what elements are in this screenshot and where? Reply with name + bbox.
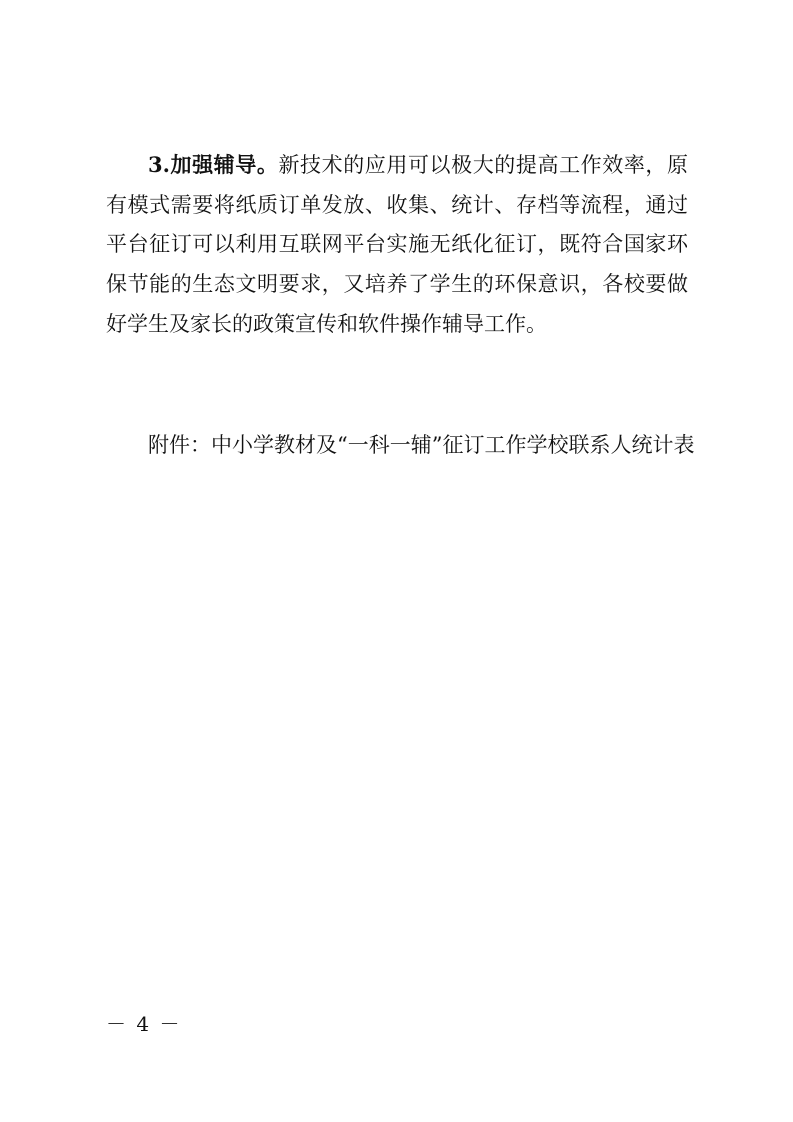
paragraph-line-4: 保节能的生态文明要求，又培养了学生的环保意识，各校要做 [106,272,688,296]
paragraph-line-2: 有模式需要将纸质订单发放、收集、统计、存档等流程，通过 [106,193,688,217]
paragraph-line-5: 好学生及家长的政策宣传和软件操作辅导工作。 [106,312,547,336]
page-number: － 4 － [106,1012,182,1036]
paragraph-heading: 3.加强辅导。 [148,152,279,177]
attachment-note: 附件：中小学教材及“一科一辅”征订工作学校联系人统计表 [148,433,695,457]
paragraph-line-1 [148,150,688,180]
paragraph-line-3: 平台征订可以利用互联网平台实施无纸化征订，既符合国家环 [106,232,688,256]
paragraph-line-1-text: 新技术的应用可以极大的提高工作效率，原 [278,153,688,177]
